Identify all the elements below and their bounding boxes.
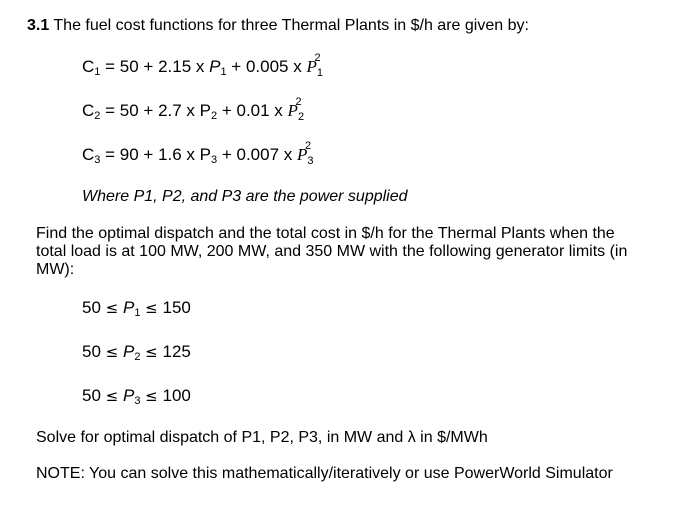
- power-subscript: 1: [316, 67, 323, 79]
- power-symbol: P: [306, 57, 317, 76]
- where-note: Where P1, P2, and P3 are the power supplied: [82, 188, 408, 205]
- power-subscript: 3: [307, 155, 314, 167]
- equation-text: + 0.007 x: [217, 145, 297, 164]
- cost-equation-1: [82, 52, 323, 79]
- cost-subscript: 3: [94, 154, 101, 166]
- limit-max: 150: [162, 298, 191, 317]
- power-squared: [287, 96, 305, 123]
- power-subscript: 1: [134, 307, 141, 319]
- limit-max: 100: [162, 386, 191, 405]
- cost-symbol: C: [82, 101, 95, 120]
- exponent: 2: [305, 140, 312, 152]
- problem-number: 3.1: [27, 17, 50, 34]
- equation-text: = 50 + 2.15 x: [100, 57, 210, 76]
- power-subscript: 3: [211, 154, 218, 166]
- equation-text: + 0.005 x: [226, 57, 307, 76]
- power-subscript: 3: [134, 395, 141, 407]
- power-symbol: P: [199, 145, 211, 164]
- power-subscript: 1: [220, 66, 227, 78]
- less-equal-symbol: ≤: [105, 387, 119, 405]
- less-equal-symbol: ≤: [145, 387, 158, 405]
- equation-text: = 50 + 2.7 x: [100, 101, 200, 120]
- power-subscript: 2: [134, 351, 141, 363]
- generator-limit-3: [82, 386, 191, 408]
- power-symbol: P: [122, 342, 135, 361]
- equation-text: + 0.01 x: [217, 101, 288, 120]
- power-subscript: 2: [297, 111, 305, 123]
- power-squared: [306, 52, 323, 79]
- limit-min: 50: [82, 298, 101, 317]
- exponent: 2: [295, 96, 302, 108]
- exponent: 2: [314, 52, 321, 64]
- task-paragraph: Find the optimal dispatch and the total cost in $/h for the Thermal Plants when the total load is at 100 MW, 200 MW, and 350 MW with the following generator limits (in MW):: [36, 225, 628, 278]
- power-squared: [297, 140, 314, 167]
- problem-heading: [27, 16, 529, 36]
- cost-subscript: 1: [94, 66, 101, 78]
- solve-instruction: Solve for optimal dispatch of P1, P2, P3, in MW and λ in $/MWh: [36, 429, 488, 446]
- less-equal-symbol: ≤: [105, 343, 119, 361]
- limit-min: 50: [82, 386, 101, 405]
- power-symbol: P: [122, 386, 135, 405]
- problem-intro: The fuel cost functions for three Thermal Plants in $/h are given by:: [53, 17, 529, 34]
- equation-text: = 90 + 1.6 x: [100, 145, 200, 164]
- generator-limit-2: [82, 342, 191, 364]
- power-symbol: P: [287, 101, 298, 120]
- cost-equation-3: [82, 140, 314, 167]
- limit-max: 125: [162, 342, 191, 361]
- generator-limit-1: [82, 298, 191, 320]
- less-equal-symbol: ≤: [145, 343, 158, 361]
- power-symbol: P: [297, 145, 308, 164]
- limit-min: 50: [82, 342, 101, 361]
- power-symbol: P: [122, 298, 135, 317]
- note-line: NOTE: You can solve this mathematically/iteratively or use PowerWorld Simulator: [36, 465, 613, 482]
- cost-symbol: C: [82, 145, 95, 164]
- cost-subscript: 2: [94, 110, 101, 122]
- less-equal-symbol: ≤: [105, 299, 119, 317]
- cost-symbol: C: [82, 57, 95, 76]
- cost-equation-2: [82, 96, 305, 123]
- less-equal-symbol: ≤: [145, 299, 158, 317]
- power-symbol: P: [209, 57, 221, 76]
- power-symbol: P: [199, 101, 211, 120]
- power-subscript: 2: [211, 110, 218, 122]
